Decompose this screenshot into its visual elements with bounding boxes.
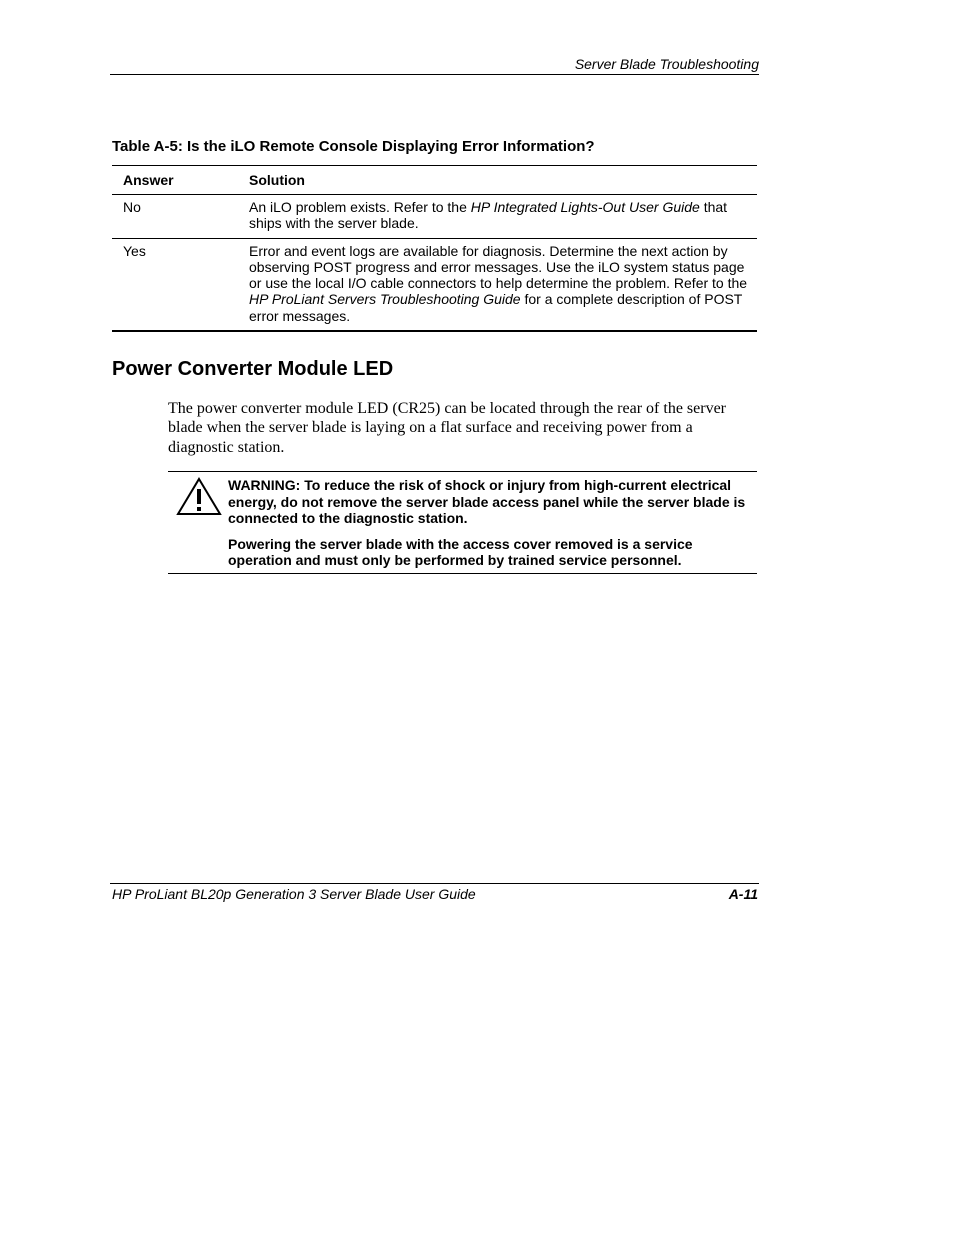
warning-paragraph: WARNING: To reduce the risk of shock or injury from high-current electrical energy, do not remove the server blade access panel while the server blade is connected to the diagnostic station. [228,477,746,526]
section-heading: Power Converter Module LED [112,358,394,380]
table-row [112,239,757,332]
running-header: Server Blade Troubleshooting [574,56,759,72]
warning-bottom-rule [168,573,757,574]
warning-top-rule [168,471,757,472]
warning-paragraph: Powering the server blade with the access cover removed is a service operation and must only be performed by trained service personnel. [228,535,693,568]
page-number: A-11 [728,886,758,902]
warning-triangle-icon [176,477,222,517]
solution-text: that ships with the server blade. [249,199,728,232]
guide-reference: HP Integrated Lights-Out User Guide [470,199,700,215]
solution-cell [249,199,757,232]
body-paragraph: The power converter module LED (CR25) can be located through the rear of the server blade when the server blade is laying on a flat surface and receiving power from a diagnostic station. [168,400,726,456]
solution-text: An iLO problem exists. Refer to the [249,199,471,215]
column-header-solution: Solution [249,172,305,188]
table-caption: Table A-5: Is the iLO Remote Console Displaying Error Information? [112,138,595,155]
answer-cell: Yes [123,242,146,259]
header-rule [110,74,759,75]
troubleshooting-table [112,165,757,332]
guide-reference: HP ProLiant Servers Troubleshooting Guide [249,291,521,308]
table-row [112,195,757,239]
solution-cell [249,243,757,324]
warning-text [228,477,756,569]
answer-cell: No [123,199,141,215]
column-header-answer: Answer [123,172,174,188]
table-header-row [112,166,757,195]
footer-rule [110,883,759,884]
solution-text: Error and event logs are available for diagnosis. Determine the next action by observing POST progress and error messages. Use the iLO system status page or use the local I/O cable connectors to help determine the problem. Refer to the [249,242,748,292]
solution-text: for a complete description of POST error messages. [249,291,743,324]
footer-title: HP ProLiant BL20p Generation 3 Server Blade User Guide [112,886,476,902]
